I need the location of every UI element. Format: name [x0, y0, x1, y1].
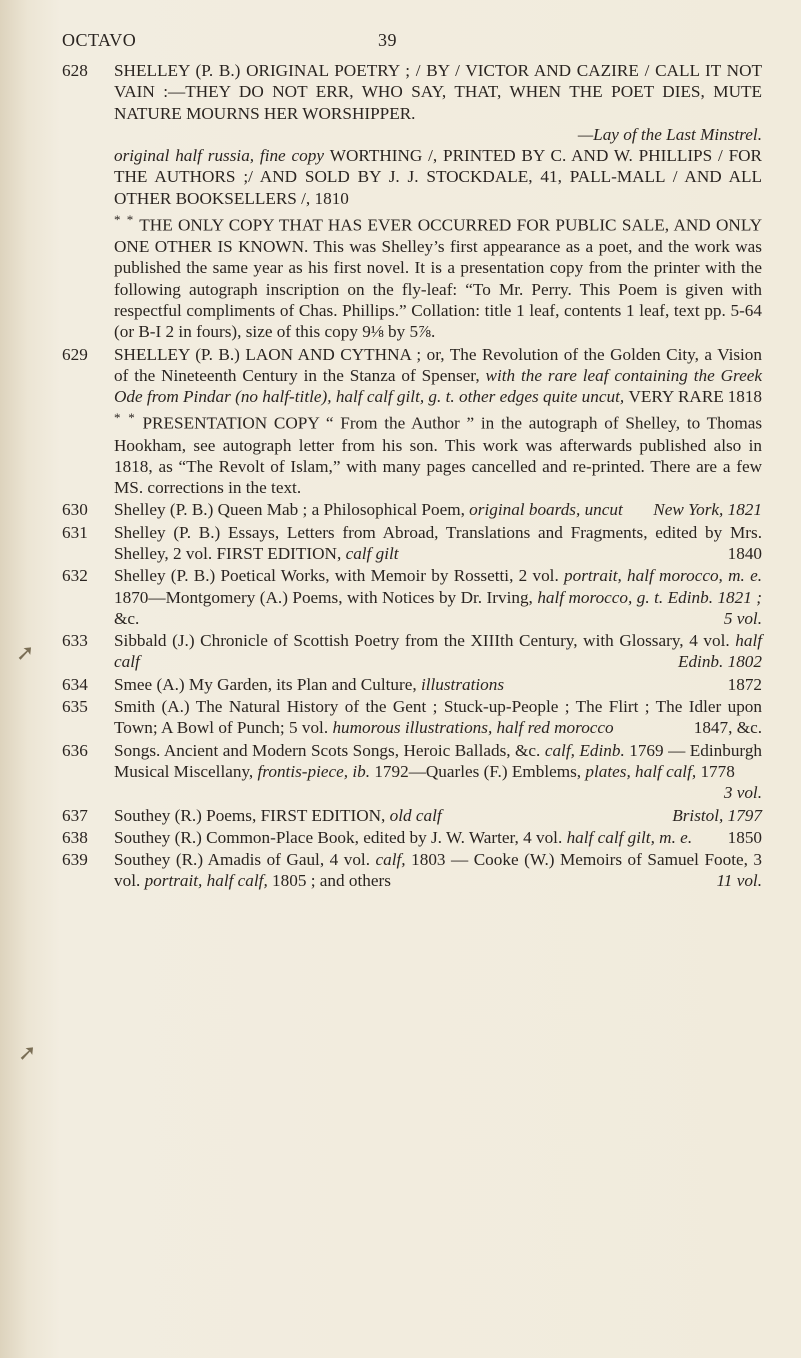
note-text: THE ONLY COPY THAT HAS EVER OCCURRED FOR PUBLIC SALE, AND ONLY ONE OTHER IS KNOWN. This was Shelley’s first appearance as a poet, and the work was published the same year as his first novel. It is a presentation copy from the printer with the following autograph inscription on the fly-leaf: “To Mr. Perry. This Poem is given with respectful compliments of Chas. Phillips.” Collation: title 1 leaf, contents 1 leaf, text pp. 5-64 (or B-I 2 in fours), size of this copy 9⅛ by 5⅞.	[114, 215, 763, 342]
note-text: PRESENTATION COPY “ From the Author ” in the autograph of Shelley, to Thomas Hookham, see autograph letter from his son. This work was afterwards published also in 1818, as “The Revolt of Islam,” with many pages cancelled and re-printed. There are a few MS. corrections in the text.	[114, 414, 763, 498]
binding-2: frontis-piece, ib.	[257, 761, 371, 781]
binding-2: portrait, half calf,	[144, 871, 268, 891]
lot-description	[114, 60, 762, 343]
lot-title: Smee (A.) My Garden, its Plan and Culture,	[114, 674, 417, 694]
lot-text: 1769 — Edinburgh Musical Miscellany,	[114, 740, 763, 781]
binding: calf,	[544, 740, 575, 760]
lot-description	[114, 674, 762, 695]
edition: FIRST EDITION,	[216, 544, 342, 563]
date: 1778	[700, 761, 735, 781]
lot-description	[114, 849, 762, 892]
lot-title: Southey (R.) Poems,	[114, 805, 257, 825]
binding: illustrations	[420, 674, 505, 694]
lot-entry-637	[62, 805, 762, 826]
rarity: VERY RARE	[628, 387, 724, 407]
binding: original boards, uncut	[469, 500, 623, 520]
lot-entry-630	[62, 499, 762, 520]
place-date: Edinb. 1802	[677, 652, 762, 672]
note-marker: * *	[114, 212, 135, 228]
lot-text: 1803 — Cooke (W.) Memoirs of Samuel Foote, 3 vol.	[114, 850, 763, 891]
binding: humorous illustrations, half red morocco	[332, 718, 614, 738]
lot-entry-639	[62, 849, 762, 892]
lot-title: Shelley (P. B.) Essays, Letters from Abroad, Translations and Fragments, edited by Mrs. Shelley, 2 vol.	[114, 522, 762, 563]
volume-count: 5 vol.	[723, 608, 762, 628]
lot-title: Shelley (P. B.) Poetical Works, with Memoir by Rossetti, 2 vol.	[114, 566, 559, 586]
margin-pencil-mark: ➚	[16, 640, 35, 665]
lot-title: Songs. Ancient and Modern Scots Songs, Heroic Ballads, &c.	[114, 740, 541, 760]
binding-3: plates, half calf,	[585, 761, 697, 781]
volume-count: 3 vol.	[723, 783, 762, 803]
lot-number: 635	[62, 697, 88, 717]
margin-pencil-mark-2: ➚	[18, 1040, 37, 1065]
lot-title: SHELLEY (P. B.) LAON AND CYTHNA ; or, The Revolution of the Golden City, a Vision of the Nineteenth Century in the Stanza of Spenser,	[114, 344, 762, 385]
lot-entry-632	[62, 565, 762, 629]
lot-title: Shelley (P. B.) Queen Mab ; a Philosophical Poem,	[114, 500, 465, 520]
lot-list	[62, 60, 762, 893]
lot-title: SHELLEY (P. B.) ORIGINAL POETRY ; / BY / VICTOR AND CAZIRE / CALL IT NOT VAIN :—THEY DO NOT ERR, WHO SAY, THAT, WHEN THE POET DIES, MUTE NATURE MOURNS HER WORSHIPPER.	[114, 61, 762, 123]
etc: &c.	[114, 608, 140, 628]
lot-entry-635	[62, 696, 762, 739]
lot-description	[114, 827, 762, 848]
lot-number: 634	[62, 674, 88, 694]
lot-description	[114, 522, 762, 565]
volume-count: 11 vol.	[716, 871, 762, 891]
binding-2: half morocco, g. t.	[537, 587, 664, 607]
lot-number: 633	[62, 631, 88, 651]
binding: calf,	[375, 850, 406, 870]
binding: half calf	[114, 631, 763, 672]
date: 1847, &c.	[693, 718, 762, 738]
lot-number: 628	[62, 61, 88, 80]
lot-description	[114, 630, 762, 673]
lot-description	[114, 499, 762, 520]
lot-entry-631	[62, 522, 762, 565]
lot-description	[114, 740, 762, 804]
lot-entry-636	[62, 740, 762, 804]
lot-number: 631	[62, 522, 88, 542]
lot-text: 1870—Montgomery (A.) Poems, with Notices by Dr. Irving,	[114, 587, 533, 607]
lot-description	[114, 696, 762, 739]
section-title: OCTAVO	[62, 30, 137, 50]
lot-title: Southey (R.) Amadis of Gaul, 4 vol.	[114, 850, 371, 870]
quote-source: —Lay of the Last Minstrel.	[577, 124, 762, 144]
lot-description	[114, 805, 762, 826]
lot-entry-628	[62, 60, 762, 343]
lot-entry-634	[62, 674, 762, 695]
lot-note	[114, 209, 762, 343]
place-date: Edinb. 1821 ;	[667, 587, 763, 607]
date: 1872	[727, 674, 762, 694]
lot-number: 630	[62, 500, 88, 520]
binding: portrait, half morocco, m. e.	[564, 566, 763, 586]
lot-number: 632	[62, 566, 88, 586]
lot-number: 636	[62, 740, 88, 760]
date: 1850	[727, 827, 762, 847]
lot-entry-633	[62, 630, 762, 673]
place-date: Bristol, 1797	[672, 805, 762, 825]
lot-title: Southey (R.) Common-Place Book, edited by J. W. Warter, 4 vol.	[114, 827, 563, 847]
lot-number: 639	[62, 850, 88, 870]
lot-number: 638	[62, 827, 88, 847]
lot-description	[114, 344, 762, 499]
lot-title: Smith (A.) The Natural History of the Gent ; Stuck-up-People ; The Flirt ; The Idler upon Town; A Bowl of Punch; 5 vol.	[114, 697, 762, 738]
lot-entry-629	[62, 344, 762, 499]
note-marker: * *	[114, 410, 136, 426]
binding: half calf gilt, m. e.	[566, 827, 693, 847]
place-date: New York, 1821	[653, 500, 762, 520]
lot-title: Sibbald (J.) Chronicle of Scottish Poetry from the XIIIth Century, with Glossary, 4 vol.	[114, 631, 730, 651]
date: 1818	[727, 387, 762, 407]
imprint: WORTHING /, PRINTED BY C. AND W. PHILLIPS / FOR THE AUTHORS ;/ AND SOLD BY J. J. STOCKDALE, 41, PALL-MALL / AND ALL OTHER BOOKSELLERS /, 1810	[114, 146, 763, 208]
binding: calf gilt	[345, 544, 399, 563]
binding: old calf	[389, 805, 442, 825]
lot-number: 629	[62, 344, 88, 364]
lot-entry-638	[62, 827, 762, 848]
lot-text-2: 1805 ; and others	[272, 871, 391, 891]
binding: original half russia, fine copy	[114, 146, 324, 166]
lot-text-2: 1792—Quarles (F.) Emblems,	[374, 761, 582, 781]
place-date: Edinb.	[579, 740, 625, 760]
lot-description	[114, 565, 762, 629]
binding: with the rare leaf containing the Greek Ode from Pindar (no half-title), half calf gilt, g. t. other edges quite uncut,	[114, 365, 762, 407]
page-number: 39	[378, 30, 397, 50]
edition: FIRST EDITION,	[260, 805, 386, 825]
date: 1840	[727, 544, 762, 563]
lot-note	[114, 407, 762, 498]
lot-number: 637	[62, 805, 88, 825]
